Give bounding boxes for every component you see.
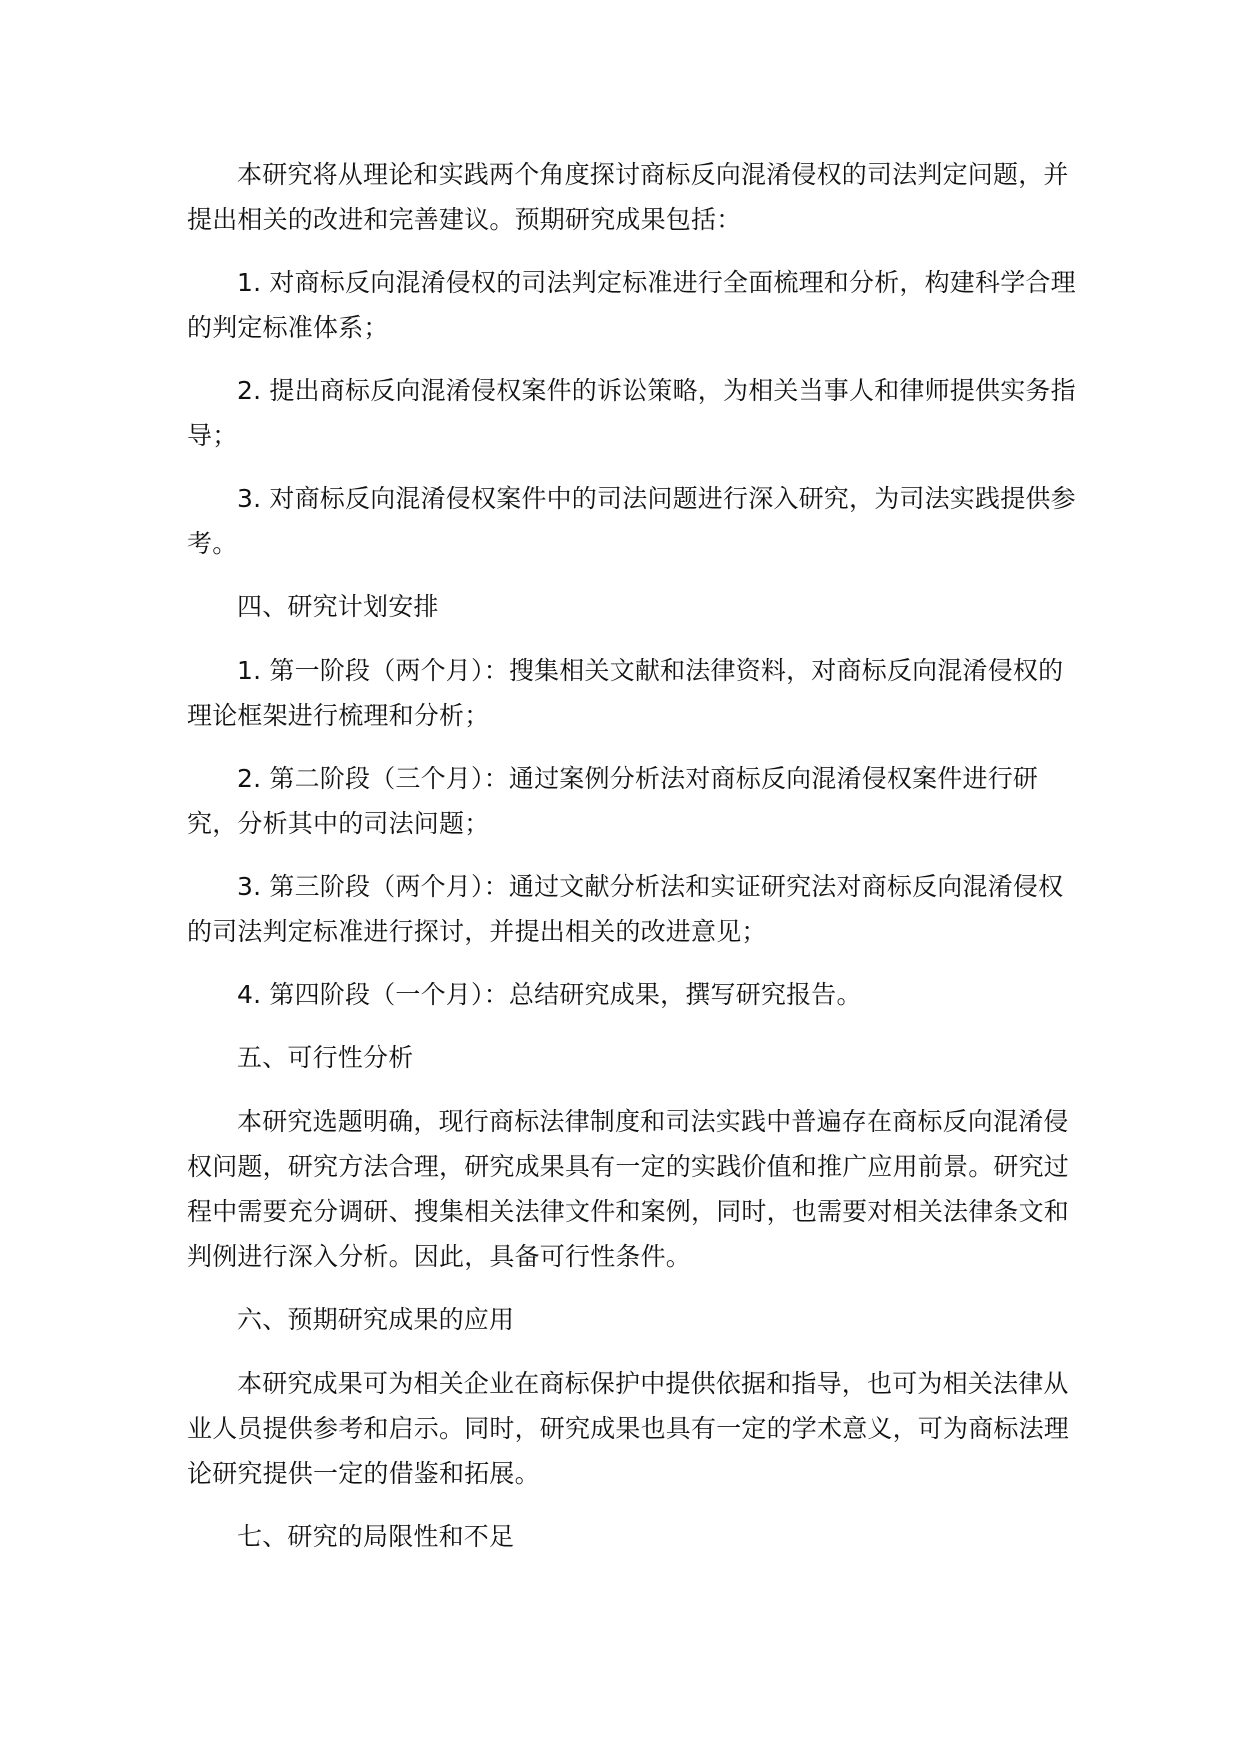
section-heading-plan: 四、研究计划安排 bbox=[237, 592, 439, 621]
list-item-phase-3: 3. 第三阶段（两个月）：通过文献分析法和实证研究法对商标反向混淆侵权的司法判定标准进行探讨，并提出相关的改进意见； bbox=[187, 872, 1064, 946]
paragraph-feasibility: 本研究选题明确，现行商标法律制度和司法实践中普遍存在商标反向混淆侵权问题，研究方法合理，研究成果具有一定的实践价值和推广应用前景。研究过程中需要充分调研、搜集相关法律文件和案例，同时，也需要对相关法律条文和判例进行深入分析。因此，具备可行性条件。 bbox=[187, 1107, 1070, 1271]
list-item-outcome-2: 2. 提出商标反向混淆侵权案件的诉讼策略，为相关当事人和律师提供实务指导； bbox=[187, 376, 1076, 450]
paragraph-intro: 本研究将从理论和实践两个角度探讨商标反向混淆侵权的司法判定问题，并提出相关的改进和完善建议。预期研究成果包括： bbox=[187, 160, 1069, 234]
list-item-phase-2: 2. 第二阶段（三个月）：通过案例分析法对商标反向混淆侵权案件进行研究，分析其中的司法问题； bbox=[187, 764, 1039, 838]
section-heading-limitations: 七、研究的局限性和不足 bbox=[237, 1522, 515, 1551]
list-item-outcome-3: 3. 对商标反向混淆侵权案件中的司法问题进行深入研究，为司法实践提供参考。 bbox=[187, 484, 1076, 558]
section-heading-application: 六、预期研究成果的应用 bbox=[237, 1305, 515, 1334]
paragraph-application: 本研究成果可为相关企业在商标保护中提供依据和指导，也可为相关法律从业人员提供参考和启示。同时，研究成果也具有一定的学术意义，可为商标法理论研究提供一定的借鉴和拓展。 bbox=[187, 1369, 1070, 1488]
list-item-phase-1: 1. 第一阶段（两个月）：搜集相关文献和法律资料，对商标反向混淆侵权的理论框架进行梳理和分析； bbox=[187, 656, 1064, 730]
list-item-outcome-1: 1. 对商标反向混淆侵权的司法判定标准进行全面梳理和分析，构建科学合理的判定标准体系； bbox=[187, 268, 1076, 342]
document-body bbox=[187, 152, 1077, 1578]
list-item-phase-4: 4. 第四阶段（一个月）：总结研究成果，撰写研究报告。 bbox=[237, 980, 862, 1009]
section-heading-feasibility: 五、可行性分析 bbox=[237, 1043, 414, 1072]
